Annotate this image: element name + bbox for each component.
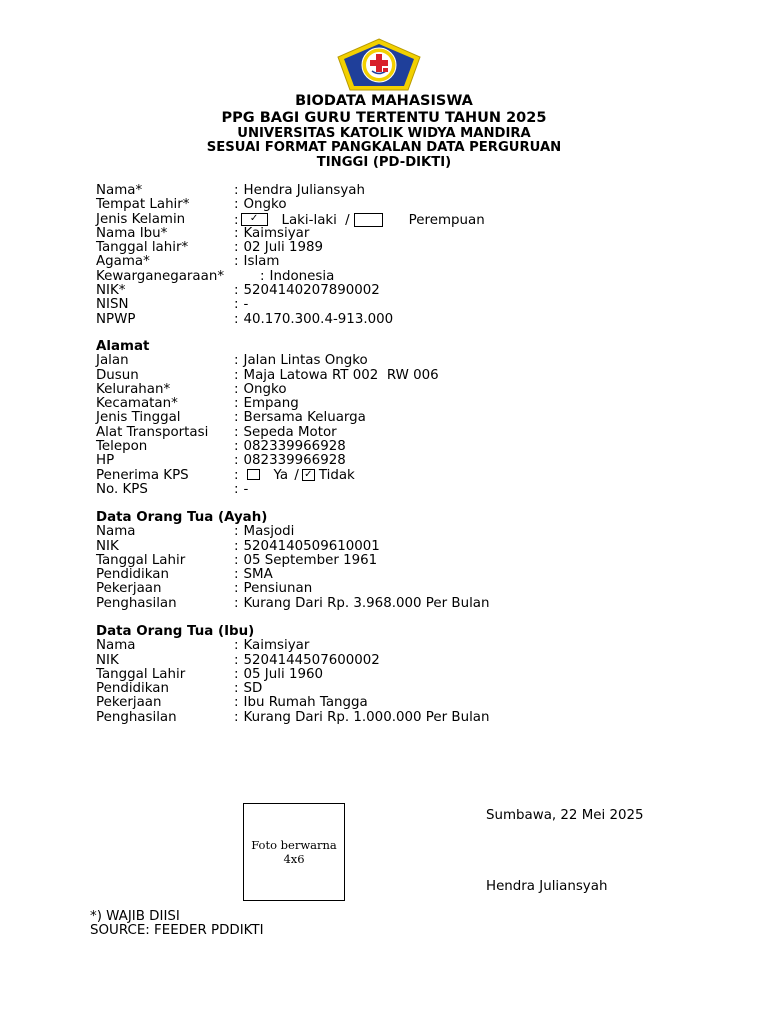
colon: :: [234, 353, 239, 369]
option-perempuan: Perempuan: [408, 212, 485, 228]
field-value: 40.170.300.4-913.000: [243, 311, 394, 327]
personal-data-section: [96, 184, 716, 327]
field-row: [96, 383, 716, 397]
field-label: Pendidikan: [96, 567, 169, 583]
field-label: Penghasilan: [96, 595, 177, 611]
photo-size: 4x6: [283, 852, 305, 866]
colon: :: [234, 681, 239, 697]
field-value: 05 Juli 1960: [243, 666, 324, 682]
colon: :: [234, 567, 239, 583]
field-value: Indonesia: [269, 268, 335, 284]
field-value: 05 September 1961: [243, 552, 378, 568]
field-value: Ibu Rumah Tangga: [243, 695, 368, 711]
colon: :: [234, 396, 239, 412]
field-label: HP: [96, 453, 115, 469]
field-value: Empang: [243, 396, 299, 412]
field-value: Islam: [243, 254, 280, 270]
field-label: Tanggal lahir*: [96, 240, 189, 256]
field-nik: [96, 284, 716, 298]
checkbox-perempuan[interactable]: [354, 213, 383, 227]
ayah-section: [96, 511, 716, 611]
field-label: Nama Ibu*: [96, 225, 168, 241]
field-row: [96, 426, 716, 440]
field-nama-ibu: [96, 227, 716, 241]
title-format-cont: TINGGI (PD-DIKTI): [316, 155, 452, 170]
field-label: Jalan: [96, 353, 129, 369]
field-label: Nama*: [96, 183, 143, 198]
field-label: Kelurahan*: [96, 381, 171, 397]
signature-place-date: Sumbawa, 22 Mei 2025: [486, 808, 644, 823]
field-nama: [96, 184, 716, 198]
field-label: NIK: [96, 652, 119, 668]
checkbox-kps-ya[interactable]: [247, 469, 260, 480]
field-row: [96, 597, 716, 611]
field-value: SMA: [243, 567, 273, 583]
title-format: SESUAI FORMAT PANGKALAN DATA PERGURUAN: [206, 140, 562, 155]
photo-placeholder: [243, 803, 345, 901]
alamat-section: [96, 340, 716, 497]
colon: :: [234, 481, 239, 497]
field-value: Hendra Juliansyah: [243, 183, 365, 198]
field-value: 082339966928: [243, 453, 346, 469]
field-row: [96, 639, 716, 653]
photo-label: Foto berwarna: [251, 838, 337, 852]
field-row: [96, 668, 716, 682]
field-label: No. KPS: [96, 481, 148, 497]
colon: :: [234, 225, 239, 241]
section-title-ayah: Data Orang Tua (Ayah): [96, 510, 268, 525]
checkmark-icon: ✓: [304, 468, 313, 480]
colon: :: [234, 212, 239, 228]
field-label: NIK*: [96, 283, 126, 299]
field-value: 5204144507600002: [243, 652, 380, 668]
footer-note: *) WAJIB DIISI: [90, 909, 180, 924]
section-title-ibu: Data Orang Tua (Ibu): [96, 624, 255, 639]
title-university: UNIVERSITAS KATOLIK WIDYA MANDIRA: [237, 126, 531, 141]
field-label: Jenis Kelamin: [96, 211, 186, 227]
field-value: Jalan Lintas Ongko: [243, 353, 368, 369]
colon: :: [234, 424, 239, 440]
field-label: Telepon: [96, 439, 148, 455]
colon: :: [234, 254, 239, 270]
field-label: Penerima KPS: [96, 467, 189, 483]
field-label: Kecamatan*: [96, 396, 178, 412]
field-tanggal-lahir: [96, 241, 716, 255]
field-label: Nama: [96, 524, 136, 540]
colon: :: [234, 695, 239, 711]
field-value: 5204140207890002: [243, 283, 380, 299]
colon: :: [234, 709, 239, 725]
field-value: Kurang Dari Rp. 3.968.000 Per Bulan: [243, 595, 490, 611]
colon: :: [234, 595, 239, 611]
signature-name: Hendra Juliansyah: [486, 879, 608, 894]
colon: :: [234, 552, 239, 568]
field-row: [96, 554, 716, 568]
field-row: [96, 454, 716, 468]
colon: :: [234, 524, 239, 540]
field-value: SD: [243, 681, 263, 697]
field-agama: [96, 255, 716, 269]
colon: :: [234, 311, 239, 327]
field-value: Kurang Dari Rp. 1.000.000 Per Bulan: [243, 709, 490, 725]
field-label: Tanggal Lahir: [96, 552, 186, 568]
title-program: PPG BAGI GURU TERTENTU TAHUN 2025: [221, 110, 547, 126]
field-value: Bersama Keluarga: [243, 410, 366, 426]
section-title-alamat: Alamat: [96, 339, 150, 354]
field-penerima-kps: [96, 469, 716, 483]
field-row: [96, 582, 716, 596]
ibu-section: [96, 625, 716, 725]
colon: :: [234, 183, 239, 198]
checkbox-laki-laki[interactable]: [241, 213, 268, 226]
field-row: [96, 397, 716, 411]
field-row: [96, 440, 716, 454]
colon: :: [234, 467, 239, 483]
field-value: Maja Latowa RT 002 RW 006: [243, 367, 439, 383]
field-label: Tempat Lahir*: [96, 197, 190, 213]
field-label: Dusun: [96, 367, 139, 383]
field-label: NPWP: [96, 311, 136, 327]
checkbox-kps-tidak[interactable]: [302, 469, 315, 481]
field-label: Pekerjaan: [96, 695, 162, 711]
field-label: Alat Transportasi: [96, 424, 209, 440]
field-value: 02 Juli 1989: [243, 240, 324, 256]
field-label: Pekerjaan: [96, 581, 162, 597]
colon: :: [234, 367, 239, 383]
field-value: -: [243, 481, 249, 497]
colon: :: [234, 410, 239, 426]
field-value: 082339966928: [243, 439, 346, 455]
field-row: [96, 369, 716, 383]
field-label: Agama*: [96, 254, 150, 270]
field-row: [96, 568, 716, 582]
field-label: Nama: [96, 638, 136, 654]
field-value: Ongko: [243, 197, 287, 213]
colon: :: [234, 652, 239, 668]
colon: :: [234, 439, 239, 455]
field-label: NIK: [96, 538, 119, 554]
field-label: Penghasilan: [96, 709, 177, 725]
field-value: Kaimsiyar: [243, 638, 310, 654]
option-laki-laki: Laki-laki: [281, 212, 337, 228]
field-value: Sepeda Motor: [243, 424, 337, 440]
colon: :: [234, 581, 239, 597]
field-row: [96, 711, 716, 725]
colon: :: [234, 453, 239, 469]
field-kewarganegaraan: [96, 270, 716, 284]
field-label: Kewarganegaraan*: [96, 268, 225, 284]
colon: :: [260, 268, 265, 284]
university-logo-icon: [336, 38, 422, 92]
field-value: Masjodi: [243, 524, 295, 540]
field-value: Kaimsiyar: [243, 225, 310, 241]
footer-source: SOURCE: FEEDER PDDIKTI: [90, 923, 264, 938]
field-row: [96, 411, 716, 425]
field-value: Pensiunan: [243, 581, 313, 597]
field-row: [96, 682, 716, 696]
field-label: Pendidikan: [96, 681, 169, 697]
checkmark-icon: ✓: [249, 213, 259, 225]
field-npwp: [96, 313, 716, 327]
option-tidak: Tidak: [318, 467, 355, 483]
option-separator: /: [345, 212, 350, 228]
field-tempat-lahir: [96, 198, 716, 212]
field-value: -: [243, 297, 249, 313]
option-separator: /: [294, 467, 299, 483]
field-row: [96, 654, 716, 668]
title-biodata: BIODATA MAHASISWA: [295, 93, 473, 109]
colon: :: [234, 197, 239, 213]
field-row: [96, 354, 716, 368]
colon: :: [234, 297, 239, 313]
colon: :: [234, 240, 239, 256]
colon: :: [234, 381, 239, 397]
field-value: 5204140509610001: [243, 538, 380, 554]
option-ya: Ya: [273, 467, 289, 483]
field-label: NISN: [96, 297, 129, 313]
colon: :: [234, 666, 239, 682]
field-label: Jenis Tinggal: [96, 410, 181, 426]
field-jenis-kelamin: [96, 213, 716, 227]
colon: :: [234, 638, 239, 654]
colon: :: [234, 538, 239, 554]
colon: :: [234, 283, 239, 299]
field-label: Tanggal Lahir: [96, 666, 186, 682]
field-nisn: [96, 298, 716, 312]
field-row: [96, 540, 716, 554]
field-row: [96, 696, 716, 710]
field-no-kps: [96, 483, 716, 497]
field-row: [96, 525, 716, 539]
field-value: Ongko: [243, 381, 287, 397]
